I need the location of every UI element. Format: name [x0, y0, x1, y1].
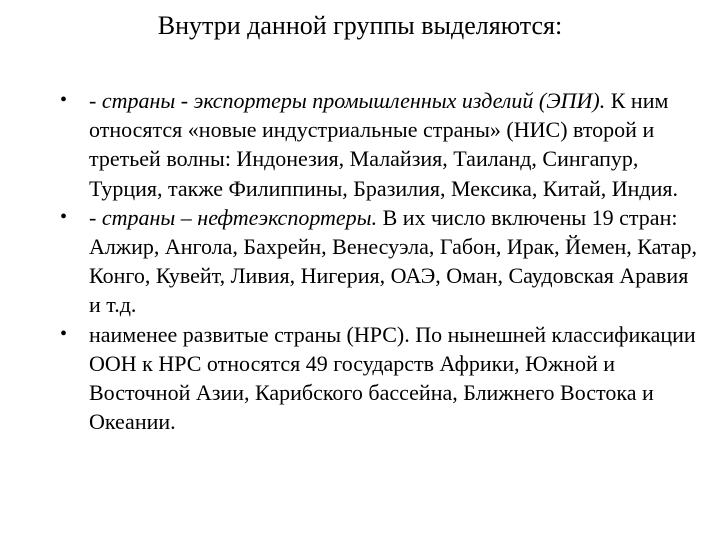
bullet-icon: • [60, 322, 68, 345]
bullet-list [60, 86, 700, 436]
bullet-icon: • [60, 205, 68, 228]
bullet-lead: - страны – нефтеэкспортеры. [89, 204, 378, 230]
bullet-item-least-developed [60, 320, 700, 437]
bullet-text: наименее развитые страны (НРС). По нынешней классификации ООН к НРС относятся 49 государств Африки, Южной и Восточной Азии, Карибского бассейна, Ближнего Востока и Океании. [89, 321, 696, 435]
bullet-text: К ним относятся «новые индустриальные страны» (НИС) второй и третьей волны: Индонезия, Малайзия, Таиланд, Сингапур, Турция, также Филиппины, Бразилия, Мексика, Китай, Индия. [89, 88, 678, 201]
slide-title: Внутри данной группы выделяются: [157, 11, 563, 40]
bullet-lead: - страны - экспортеры промышленных изделий (ЭПИ). [89, 88, 606, 113]
bullet-icon: • [60, 89, 68, 111]
bullet-item-exporters-industrial [60, 86, 700, 203]
bullet-text: В их число включены 19 стран: Алжир, Ангола, Бахрейн, Венесуэла, Габон, Ирак, Йемен, Катар, Конго, Кувейт, Ливия, Нигерия, ОАЭ, Оман, Саудовская Аравия и т.д. [89, 204, 698, 318]
bullet-item-oil-exporters [60, 203, 700, 320]
